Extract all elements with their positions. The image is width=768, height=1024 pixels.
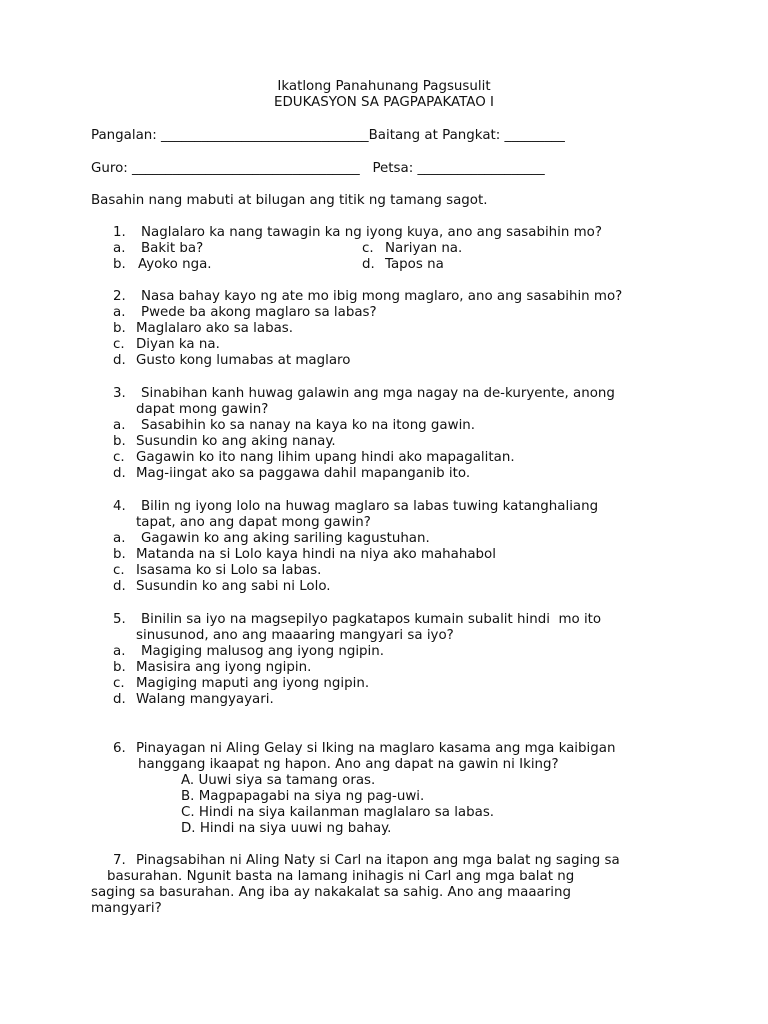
question-text-continued: sinusunod, ano ang maaaring mangyari sa iyo? — [136, 628, 454, 643]
choice-letter: a. — [113, 305, 126, 320]
choice-letter: b. — [113, 660, 126, 675]
question-text-continued: tapat, ano ang dapat mong gawin? — [136, 515, 371, 530]
choice-letter: c. — [113, 337, 125, 352]
choice-c: Isasama ko si Lolo sa labas. — [136, 563, 322, 578]
choice-letter: d. — [113, 579, 126, 594]
question-number: 6. — [113, 741, 126, 756]
choice-d: Walang mangyayari. — [136, 692, 274, 707]
question-number: 2. — [113, 289, 126, 304]
subject-title: EDUKASYON SA PAGPAPAKATAO I — [274, 95, 494, 110]
question-number: 4. — [113, 499, 126, 514]
choice-letter: c. — [113, 563, 125, 578]
choice-letter: c. — [113, 450, 125, 465]
instruction-text: Basahin nang mabuti at bilugan ang titik ng tamang sagot. — [91, 193, 488, 208]
name-grade-field: Pangalan: _______________________________Baitang at Pangkat: _________ — [91, 128, 565, 143]
question-text-continued: dapat mong gawin? — [136, 402, 269, 417]
choice-b: Masisira ang iyong ngipin. — [136, 660, 312, 675]
choice-letter: c. — [362, 241, 374, 256]
choice-letter: a. — [113, 418, 126, 433]
choice-a: A. Uuwi siya sa tamang oras. — [181, 773, 376, 788]
choice-a: Sasabihin ko sa nanay na kaya ko na itong gawin. — [141, 418, 476, 433]
teacher-date-field: Guro: __________________________________ Petsa: ___________________ — [91, 161, 545, 176]
question-text: Sinabihan kanh huwag galawin ang mga nagay na de-kuryente, anong — [141, 386, 615, 401]
choice-c: C. Hindi na siya kailanman maglalaro sa labas. — [181, 805, 495, 820]
choice-letter: a. — [113, 644, 126, 659]
choice-letter: b. — [113, 257, 126, 272]
question-text: Bilin ng iyong lolo na huwag maglaro sa labas tuwing katanghaliang — [141, 499, 599, 514]
choice-a: Magiging malusog ang iyong ngipin. — [141, 644, 385, 659]
question-text: Pinayagan ni Aling Gelay si Iking na maglaro kasama ang mga kaibigan — [136, 741, 616, 756]
choice-letter: b. — [113, 434, 126, 449]
choice-b: Ayoko nga. — [138, 257, 212, 272]
choice-d: Gusto kong lumabas at maglaro — [136, 353, 351, 368]
choice-c: Diyan ka na. — [136, 337, 220, 352]
choice-letter: b. — [113, 547, 126, 562]
choice-c: Nariyan na. — [385, 241, 463, 256]
choice-letter: b. — [113, 321, 126, 336]
choice-d: Tapos na — [385, 257, 444, 272]
question-text-continued: saging sa basurahan. Ang iba ay nakakalat sa sahig. Ano ang maaaring — [91, 885, 571, 900]
question-text-continued: basurahan. Ngunit basta na lamang inihagis ni Carl ang mga balat ng — [107, 869, 575, 884]
choice-b: Matanda na si Lolo kaya hindi na niya ako mahahabol — [136, 547, 496, 562]
choice-letter: d. — [113, 466, 126, 481]
choice-d: D. Hindi na siya uuwi ng bahay. — [181, 821, 392, 836]
choice-b: Susundin ko ang aking nanay. — [136, 434, 336, 449]
choice-a: Gagawin ko ang aking sariling kagustuhan. — [141, 531, 430, 546]
choice-letter: a. — [113, 241, 126, 256]
question-text-continued: mangyari? — [91, 901, 162, 916]
choice-d: Susundin ko ang sabi ni Lolo. — [136, 579, 331, 594]
choice-b: Maglalaro ako sa labas. — [136, 321, 294, 336]
choice-letter: c. — [113, 676, 125, 691]
choice-c: Gagawin ko ito nang lihim upang hindi ako mapagalitan. — [136, 450, 515, 465]
exam-title: Ikatlong Panahunang Pagsusulit — [277, 79, 491, 94]
choice-letter: a. — [113, 531, 126, 546]
choice-c: Magiging maputi ang iyong ngipin. — [136, 676, 370, 691]
choice-b: B. Magpapagabi na siya ng pag-uwi. — [181, 789, 425, 804]
question-number: 7. — [113, 853, 126, 868]
question-text: Pinagsabihan ni Aling Naty si Carl na itapon ang mga balat ng saging sa — [136, 853, 620, 868]
choice-letter: d. — [113, 353, 126, 368]
question-text: Binilin sa iyo na magsepilyo pagkatapos kumain subalit hindi mo ito — [141, 612, 602, 627]
question-number: 3. — [113, 386, 126, 401]
choice-d: Mag-iingat ako sa paggawa dahil mapanganib ito. — [136, 466, 471, 481]
question-text: Naglalaro ka nang tawagin ka ng iyong kuya, ano ang sasabihin mo? — [141, 225, 602, 240]
question-text: Nasa bahay kayo ng ate mo ibig mong maglaro, ano ang sasabihin mo? — [141, 289, 623, 304]
choice-letter: d. — [113, 692, 126, 707]
question-text-continued: hanggang ikaapat ng hapon. Ano ang dapat na gawin ni Iking? — [138, 757, 559, 772]
question-number: 5. — [113, 612, 126, 627]
choice-a: Pwede ba akong maglaro sa labas? — [141, 305, 377, 320]
choice-a: Bakit ba? — [141, 241, 204, 256]
question-number: 1. — [113, 225, 126, 240]
choice-letter: d. — [362, 257, 375, 272]
